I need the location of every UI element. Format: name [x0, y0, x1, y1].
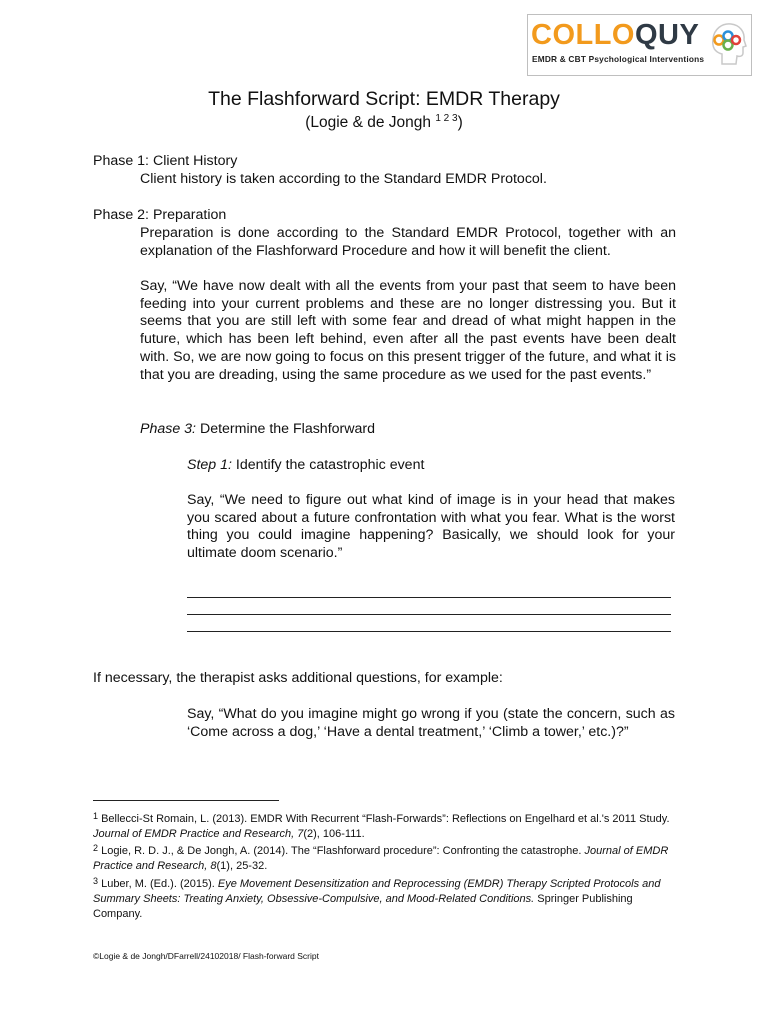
- footnote-3-publisher: Springer Publishing Company.: [93, 893, 633, 920]
- response-line-1[interactable]: [187, 597, 671, 598]
- head-gears-icon: [708, 20, 748, 66]
- subtitle-close: ): [457, 114, 463, 131]
- footnote-2-issue: (1), 25-32.: [216, 860, 268, 872]
- footnote-3: [93, 874, 678, 922]
- footnote-separator: [93, 800, 279, 801]
- footnote-1: [93, 809, 678, 842]
- step1-text: Identify the catastrophic event: [231, 457, 425, 473]
- phase3-label: Phase 3:: [140, 421, 197, 437]
- document-title: The Flashforward Script: EMDR Therapy: [208, 88, 560, 110]
- subtitle-authors: (Logie & de Jongh: [305, 114, 436, 131]
- logo-word-part2: QUY: [635, 19, 700, 51]
- footnote-2: [93, 841, 678, 874]
- footnote-2-text: Logie, R. D. J., & De Jongh, A. (2014). The “Flashforward procedure”: Confronting the catastrophe.: [101, 845, 585, 857]
- footnote-1-issue: (2), 106-111.: [303, 828, 365, 840]
- footnote-3-num: 3: [93, 876, 99, 886]
- phase2-say: Say, “We have now dealt with all the events from your past that seem to have been feeding into your current problems and these are no longer distressing you. But it seems that you are still left with some fear and dread of what might happen in the future, which has been left behind, even after all the past events have been dealt with. So, we are now going to focus on this present trigger of the future, and what it is that you are dreading, using the same procedure as we used for the past events.”: [140, 278, 676, 383]
- step1-heading: [187, 457, 424, 475]
- footnote-3-title: Eye Movement Desensitization and Reprocessing (EMDR) Therapy Scripted Protocols and Summary Sheets: Treating Anxiety, Obsessive-Compulsive, and Mood-Related Conditions.: [93, 878, 661, 905]
- subtitle-refs: 1 2 3: [435, 113, 458, 124]
- phase1-text: Client history is taken according to the Standard EMDR Protocol.: [140, 171, 547, 187]
- footnote-2-num: 2: [93, 843, 99, 853]
- logo-word-part1: COLLO: [531, 19, 635, 51]
- if-necessary-text: If necessary, the therapist asks additional questions, for example:: [93, 670, 503, 686]
- step1-say: Say, “We need to figure out what kind of image is in your head that makes you scared about a future confrontation with what you fear. What is the worst thing you could imagine happening? Basically, we should look for your ultimate doom scenario.”: [187, 492, 675, 562]
- say-example: Say, “What do you imagine might go wrong if you (state the concern, such as ‘Come across a dog,’ ‘Have a dental treatment,’ ‘Climb a tower,’ etc.)?”: [187, 706, 675, 740]
- phase1-heading: Phase 1: Client History: [93, 153, 238, 169]
- footnote-2-journal: Journal of EMDR Practice and Research, 8: [93, 845, 669, 872]
- phase2-text: Preparation is done according to the Standard EMDR Protocol, together with an explanation of the Flashforward Procedure and how it will benefit the client.: [140, 225, 676, 259]
- footnote-1-num: 1: [93, 811, 99, 821]
- footnote-1-text: Bellecci-St Romain, L. (2013). EMDR With Recurrent “Flash-Forwards”: Reflections on Engelhard et al.'s 2011 Study.: [101, 813, 670, 825]
- document-subtitle: [0, 113, 768, 132]
- footnote-3-text: Luber, M. (Ed.). (2015).: [101, 878, 218, 890]
- response-line-3[interactable]: [187, 631, 671, 632]
- phase3-text: Determine the Flashforward: [196, 421, 376, 437]
- step1-label: Step 1:: [187, 457, 232, 473]
- logo-tagline: EMDR & CBT Psychological Interventions: [532, 54, 705, 64]
- logo-wordmark: [531, 19, 699, 52]
- page-footer: ©Logie & de Jongh/DFarrell/24102018/ Flash-forward Script: [93, 951, 319, 961]
- response-line-2[interactable]: [187, 614, 671, 615]
- footnote-1-journal: Journal of EMDR Practice and Research, 7: [93, 828, 304, 840]
- phase2-heading: Phase 2: Preparation: [93, 207, 227, 223]
- phase3-heading: [140, 421, 375, 439]
- colloquy-logo: [527, 14, 752, 76]
